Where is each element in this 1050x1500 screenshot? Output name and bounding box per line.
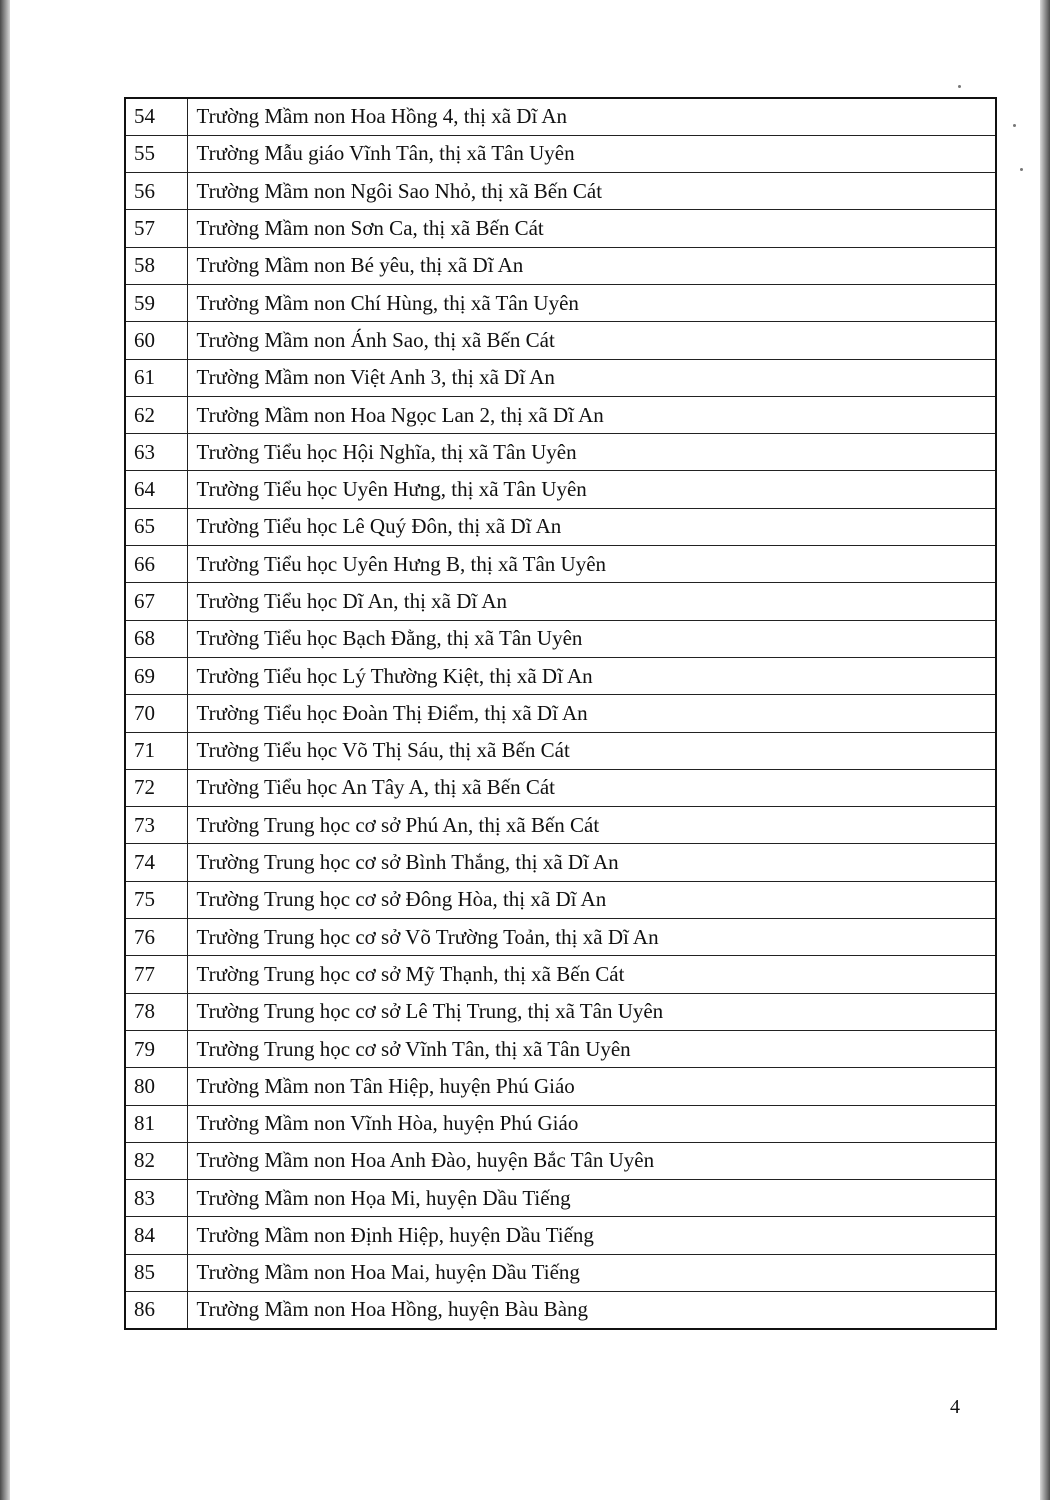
school-list-body <box>125 98 996 1329</box>
table-row <box>125 1254 996 1291</box>
page-edge-right <box>1040 0 1050 1500</box>
table-row <box>125 1068 996 1105</box>
table-row <box>125 322 996 359</box>
table-row <box>125 620 996 657</box>
row-number: 85 <box>125 1254 187 1291</box>
page-number: 4 <box>950 1396 960 1418</box>
table-row <box>125 732 996 769</box>
row-number: 82 <box>125 1142 187 1179</box>
table-row <box>125 471 996 508</box>
school-name: Trường Trung học cơ sở Phú An, thị xã Bến Cát <box>187 807 996 844</box>
table-row <box>125 583 996 620</box>
school-name: Trường Mầm non Hoa Hồng 4, thị xã Dĩ An <box>187 98 996 135</box>
table-row <box>125 1105 996 1142</box>
school-name: Trường Mầm non Vĩnh Hòa, huyện Phú Giáo <box>187 1105 996 1142</box>
row-number: 58 <box>125 247 187 284</box>
table-row <box>125 919 996 956</box>
row-number: 61 <box>125 359 187 396</box>
school-name: Trường Trung học cơ sở Đông Hòa, thị xã Dĩ An <box>187 881 996 918</box>
row-number: 70 <box>125 695 187 732</box>
row-number: 79 <box>125 1030 187 1067</box>
table-row <box>125 1292 996 1329</box>
school-name: Trường Trung học cơ sở Bình Thắng, thị xã Dĩ An <box>187 844 996 881</box>
table-row <box>125 210 996 247</box>
table-row <box>125 434 996 471</box>
row-number: 59 <box>125 284 187 321</box>
row-number: 54 <box>125 98 187 135</box>
table-row <box>125 993 996 1030</box>
school-name: Trường Tiểu học Hội Nghĩa, thị xã Tân Uyên <box>187 434 996 471</box>
school-name: Trường Tiểu học Lý Thường Kiệt, thị xã Dĩ An <box>187 657 996 694</box>
table-row <box>125 1180 996 1217</box>
school-name: Trường Trung học cơ sở Lê Thị Trung, thị xã Tân Uyên <box>187 993 996 1030</box>
table-row <box>125 98 996 135</box>
row-number: 72 <box>125 769 187 806</box>
table-row <box>125 769 996 806</box>
row-number: 74 <box>125 844 187 881</box>
row-number: 80 <box>125 1068 187 1105</box>
school-name: Trường Mầm non Hoa Mai, huyện Dầu Tiếng <box>187 1254 996 1291</box>
school-name: Trường Mầm non Sơn Ca, thị xã Bến Cát <box>187 210 996 247</box>
row-number: 63 <box>125 434 187 471</box>
table-row <box>125 173 996 210</box>
table-row <box>125 247 996 284</box>
row-number: 56 <box>125 173 187 210</box>
row-number: 76 <box>125 919 187 956</box>
row-number: 81 <box>125 1105 187 1142</box>
row-number: 64 <box>125 471 187 508</box>
row-number: 55 <box>125 135 187 172</box>
row-number: 73 <box>125 807 187 844</box>
table-row <box>125 135 996 172</box>
school-name: Trường Mầm non Bé yêu, thị xã Dĩ An <box>187 247 996 284</box>
row-number: 83 <box>125 1180 187 1217</box>
school-name: Trường Tiểu học Uyên Hưng, thị xã Tân Uyên <box>187 471 996 508</box>
school-name: Trường Tiểu học Uyên Hưng B, thị xã Tân Uyên <box>187 546 996 583</box>
table-row <box>125 508 996 545</box>
scan-speck <box>1013 124 1016 127</box>
row-number: 77 <box>125 956 187 993</box>
school-name: Trường Tiểu học Đoàn Thị Điểm, thị xã Dĩ An <box>187 695 996 732</box>
table-row <box>125 1030 996 1067</box>
row-number: 86 <box>125 1292 187 1329</box>
school-name: Trường Trung học cơ sở Mỹ Thạnh, thị xã Bến Cát <box>187 956 996 993</box>
scan-speck <box>958 85 961 88</box>
school-name: Trường Tiểu học An Tây A, thị xã Bến Cát <box>187 769 996 806</box>
school-name: Trường Tiểu học Dĩ An, thị xã Dĩ An <box>187 583 996 620</box>
table-row <box>125 657 996 694</box>
school-name: Trường Mầm non Ánh Sao, thị xã Bến Cát <box>187 322 996 359</box>
school-name: Trường Mầm non Tân Hiệp, huyện Phú Giáo <box>187 1068 996 1105</box>
row-number: 78 <box>125 993 187 1030</box>
school-list-table <box>124 97 997 1330</box>
row-number: 68 <box>125 620 187 657</box>
school-name: Trường Mầm non Chí Hùng, thị xã Tân Uyên <box>187 284 996 321</box>
table-row <box>125 1217 996 1254</box>
row-number: 67 <box>125 583 187 620</box>
school-name: Trường Mầm non Hoa Ngọc Lan 2, thị xã Dĩ An <box>187 396 996 433</box>
row-number: 60 <box>125 322 187 359</box>
row-number: 69 <box>125 657 187 694</box>
table-row <box>125 881 996 918</box>
school-name: Trường Mầm non Ngôi Sao Nhỏ, thị xã Bến Cát <box>187 173 996 210</box>
table-row <box>125 807 996 844</box>
row-number: 62 <box>125 396 187 433</box>
school-name: Trường Mầm non Định Hiệp, huyện Dầu Tiếng <box>187 1217 996 1254</box>
table-row <box>125 396 996 433</box>
table-row <box>125 359 996 396</box>
row-number: 75 <box>125 881 187 918</box>
school-name: Trường Trung học cơ sở Võ Trường Toản, thị xã Dĩ An <box>187 919 996 956</box>
row-number: 57 <box>125 210 187 247</box>
school-name: Trường Mẫu giáo Vĩnh Tân, thị xã Tân Uyên <box>187 135 996 172</box>
table-row <box>125 956 996 993</box>
school-name: Trường Mầm non Hoa Hồng, huyện Bàu Bàng <box>187 1292 996 1329</box>
school-name: Trường Tiểu học Võ Thị Sáu, thị xã Bến Cát <box>187 732 996 769</box>
table-row <box>125 844 996 881</box>
table-row <box>125 284 996 321</box>
page-edge-left <box>0 0 10 1500</box>
row-number: 71 <box>125 732 187 769</box>
row-number: 66 <box>125 546 187 583</box>
school-name: Trường Mầm non Hoa Anh Đào, huyện Bắc Tân Uyên <box>187 1142 996 1179</box>
school-name: Trường Tiểu học Lê Quý Đôn, thị xã Dĩ An <box>187 508 996 545</box>
table-row <box>125 1142 996 1179</box>
school-name: Trường Trung học cơ sở Vĩnh Tân, thị xã Tân Uyên <box>187 1030 996 1067</box>
scan-speck <box>1020 168 1023 171</box>
row-number: 65 <box>125 508 187 545</box>
table-row <box>125 695 996 732</box>
school-name: Trường Tiểu học Bạch Đằng, thị xã Tân Uyên <box>187 620 996 657</box>
row-number: 84 <box>125 1217 187 1254</box>
school-name: Trường Mầm non Họa Mi, huyện Dầu Tiếng <box>187 1180 996 1217</box>
table-row <box>125 546 996 583</box>
school-name: Trường Mầm non Việt Anh 3, thị xã Dĩ An <box>187 359 996 396</box>
